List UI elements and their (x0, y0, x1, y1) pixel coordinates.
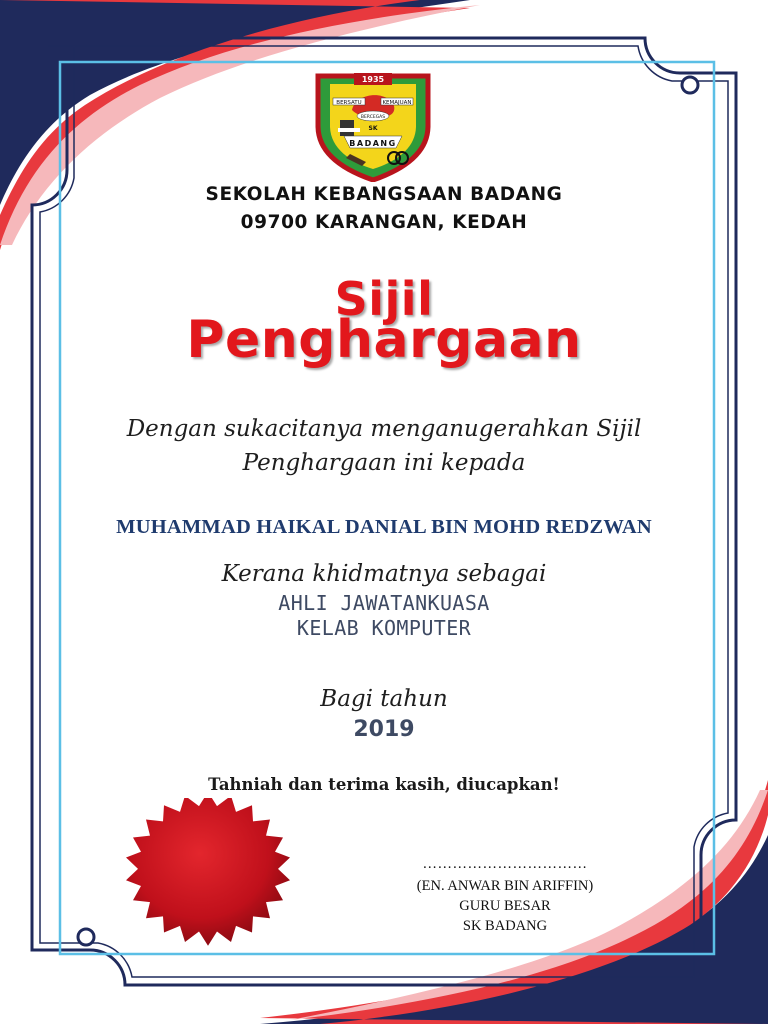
school-address: 09700 KARANGAN, KEDAH (240, 212, 528, 233)
year-value: 2019 (353, 717, 415, 742)
intro-line2: Penghargaan ini kepada (242, 450, 526, 476)
recipient-name: MUHAMMAD HAIKAL DANIAL BIN MOHD REDZWAN (116, 516, 652, 538)
intro-line1: Dengan sukacitanya menganugerahkan Sijil (126, 416, 642, 442)
year-label: Bagi tahun (320, 686, 448, 712)
svg-text:1935: 1935 (361, 75, 385, 84)
red-seal (120, 798, 296, 948)
svg-text:BERSATU: BERSATU (336, 100, 362, 106)
signatory-position: GURU BESAR (459, 898, 551, 914)
svg-text:SK: SK (368, 125, 378, 132)
service-label: Kerana khidmatnya sebagai (221, 561, 547, 587)
certificate-title-line1: Sijil (334, 272, 434, 326)
svg-text:KEMAJUAN: KEMAJUAN (382, 100, 412, 106)
signatory-name: (EN. ANWAR BIN ARIFFIN) (416, 878, 594, 894)
certificate-title-line2: Penghargaan (186, 310, 582, 370)
svg-text:BADANG: BADANG (349, 139, 397, 148)
school-name: SEKOLAH KEBANGSAAN BADANG (205, 184, 563, 205)
signature-line: …………………………… (422, 856, 588, 872)
service-club: KELAB KOMPUTER (296, 616, 472, 640)
svg-text:BERCEGAS: BERCEGAS (360, 115, 386, 120)
signatory-school: SK BADANG (462, 918, 548, 934)
school-crest-logo (310, 70, 436, 182)
service-role: AHLI JAWATANKUASA (278, 591, 490, 615)
thanks-message: Tahniah dan terima kasih, diucapkan! (208, 775, 560, 794)
